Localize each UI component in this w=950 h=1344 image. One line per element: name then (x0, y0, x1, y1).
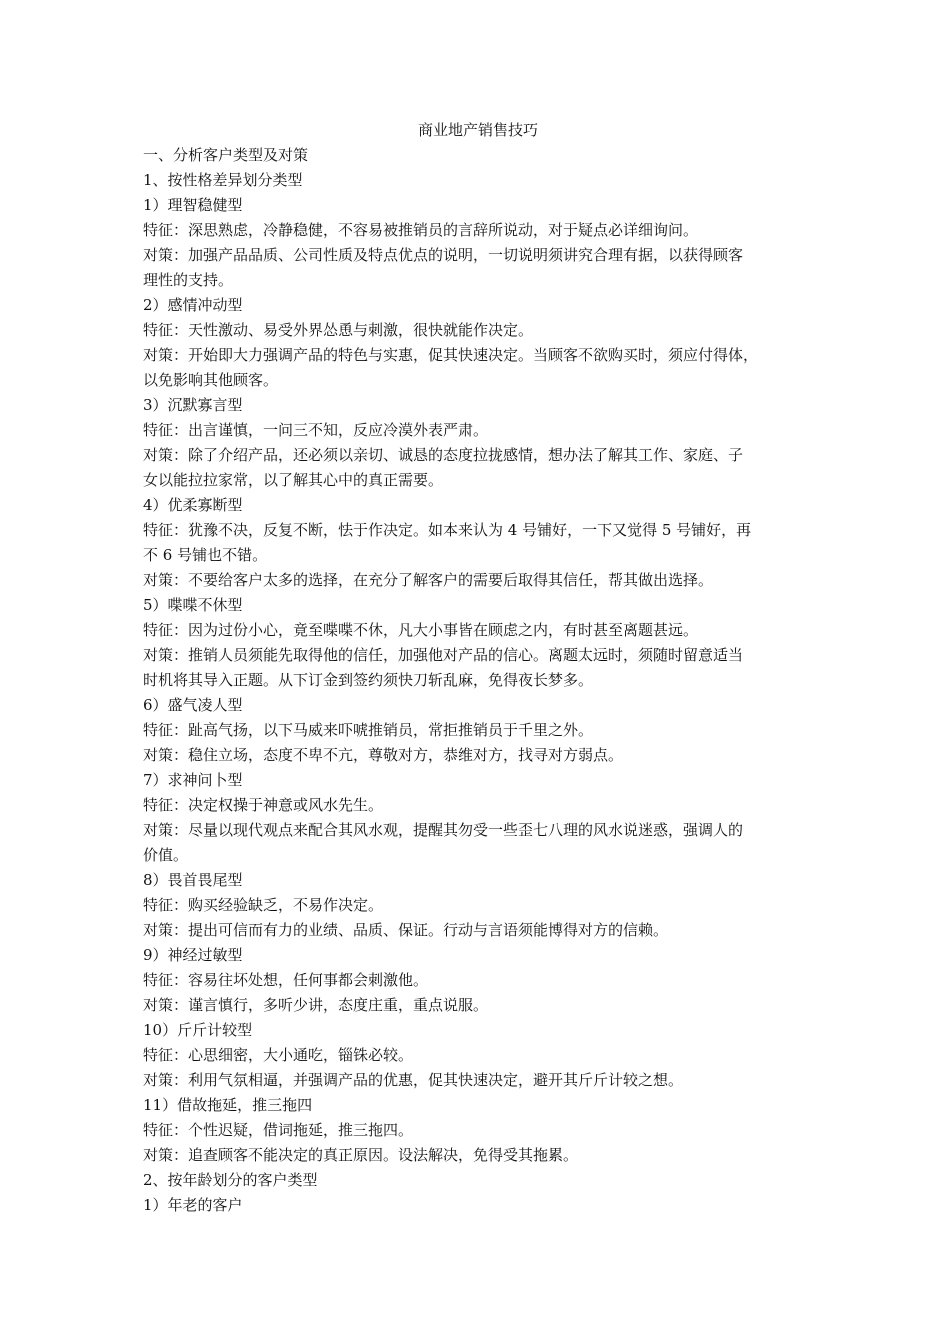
text-line: 11）借故拖延，推三拖四 (143, 1096, 313, 1114)
text-line: 对策：除了介绍产品，还必须以亲切、诚恳的态度拉拢感情，想办法了解其工作、家庭、子 (143, 446, 744, 464)
text-line: 时机将其导入正题。从下订金到签约须快刀斩乱麻，免得夜长梦多。 (143, 671, 594, 689)
text-line: 对策：利用气氛相逼，并强调产品的优惠，促其快速决定，避开其斤斤计较之想。 (143, 1071, 684, 1089)
document-title: 商业地产销售技巧 (417, 121, 538, 139)
text-line: 2）感情冲动型 (143, 296, 243, 314)
text-line: 10）斤斤计较型 (143, 1021, 253, 1039)
document-body (143, 118, 813, 1218)
text-line: 对策：谨言慎行，多听少讲，态度庄重，重点说服。 (143, 996, 489, 1014)
text-line: 对策：追查顾客不能决定的真正原因。设法解决，免得受其拖累。 (143, 1146, 579, 1164)
text-line: 以免影响其他顾客。 (143, 371, 279, 389)
text-line: 4）优柔寡断型 (143, 496, 243, 514)
text-line: 对策：稳住立场，态度不卑不亢，尊敬对方，恭维对方，找寻对方弱点。 (143, 746, 624, 764)
text-line: 特征：购买经验缺乏，不易作决定。 (143, 896, 384, 914)
text-lines (143, 143, 813, 1218)
text-line: 对策：提出可信而有力的业绩、品质、保证。行动与言语须能博得对方的信赖。 (143, 921, 669, 939)
text-line: 7）求神问卜型 (143, 771, 243, 789)
text-line: 2、按年龄划分的客户类型 (143, 1171, 318, 1189)
text-line: 9）神经过敏型 (143, 946, 243, 964)
text-line: 6）盛气凌人型 (143, 696, 243, 714)
text-line: 特征：出言谨慎，一问三不知，反应冷漠外表严肃。 (143, 421, 489, 439)
text-line: 对策：推销人员须能先取得他的信任，加强他对产品的信心。离题太远时，须随时留意适当 (143, 646, 744, 664)
text-line: 价值。 (143, 846, 189, 864)
text-line: 特征：决定权操于神意或风水先生。 (143, 796, 384, 814)
text-line: 3）沉默寡言型 (143, 396, 243, 414)
text-line: 特征：因为过份小心，竟至喋喋不休，凡大小事皆在顾虑之内，有时甚至离题甚远。 (143, 621, 699, 639)
text-line: 对策：尽量以现代观点来配合其风水观，提醒其勿受一些歪七八理的风水说迷惑，强调人的 (143, 821, 744, 839)
text-line: 特征：容易往坏处想，任何事都会刺激他。 (143, 971, 429, 989)
text-line: 不 6 号铺也不错。 (143, 546, 268, 564)
text-line: 8）畏首畏尾型 (143, 871, 243, 889)
text-line: 1、按性格差异划分类型 (143, 171, 303, 189)
text-line: 一、分析客户类型及对策 (143, 146, 309, 164)
text-line: 特征：深思熟虑，冷静稳健，不容易被推销员的言辞所说动，对于疑点必详细询问。 (143, 221, 699, 239)
text-line: 1）理智稳健型 (143, 196, 243, 214)
text-line: 1）年老的客户 (143, 1196, 243, 1214)
text-line: 理性的支持。 (143, 271, 234, 289)
text-line: 5）喋喋不休型 (143, 596, 243, 614)
text-line: 特征：心思细密，大小通吃，锱铢必较。 (143, 1046, 414, 1064)
text-line: 对策：不要给客户太多的选择，在充分了解客户的需要后取得其信任，帮其做出选择。 (143, 571, 714, 589)
text-line: 特征：个性迟疑，借词拖延，推三拖四。 (143, 1121, 414, 1139)
text-line: 女以能拉拉家常，以了解其心中的真正需要。 (143, 471, 444, 489)
text-line: 对策：开始即大力强调产品的特色与实惠，促其快速决定。当顾客不欲购买时，须应付得体， (143, 346, 759, 364)
text-line: 特征：天性激动、易受外界怂恿与刺激，很快就能作决定。 (143, 321, 534, 339)
text-line: 特征：趾高气扬，以下马威来吓唬推销员，常拒推销员于千里之外。 (143, 721, 594, 739)
text-line: 对策：加强产品品质、公司性质及特点优点的说明，一切说明须讲究合理有据，以获得顾客 (143, 246, 744, 264)
text-line: 特征：犹豫不决，反复不断，怯于作决定。如本来认为 4 号铺好，一下又觉得 5 号铺好，再 (143, 521, 752, 539)
